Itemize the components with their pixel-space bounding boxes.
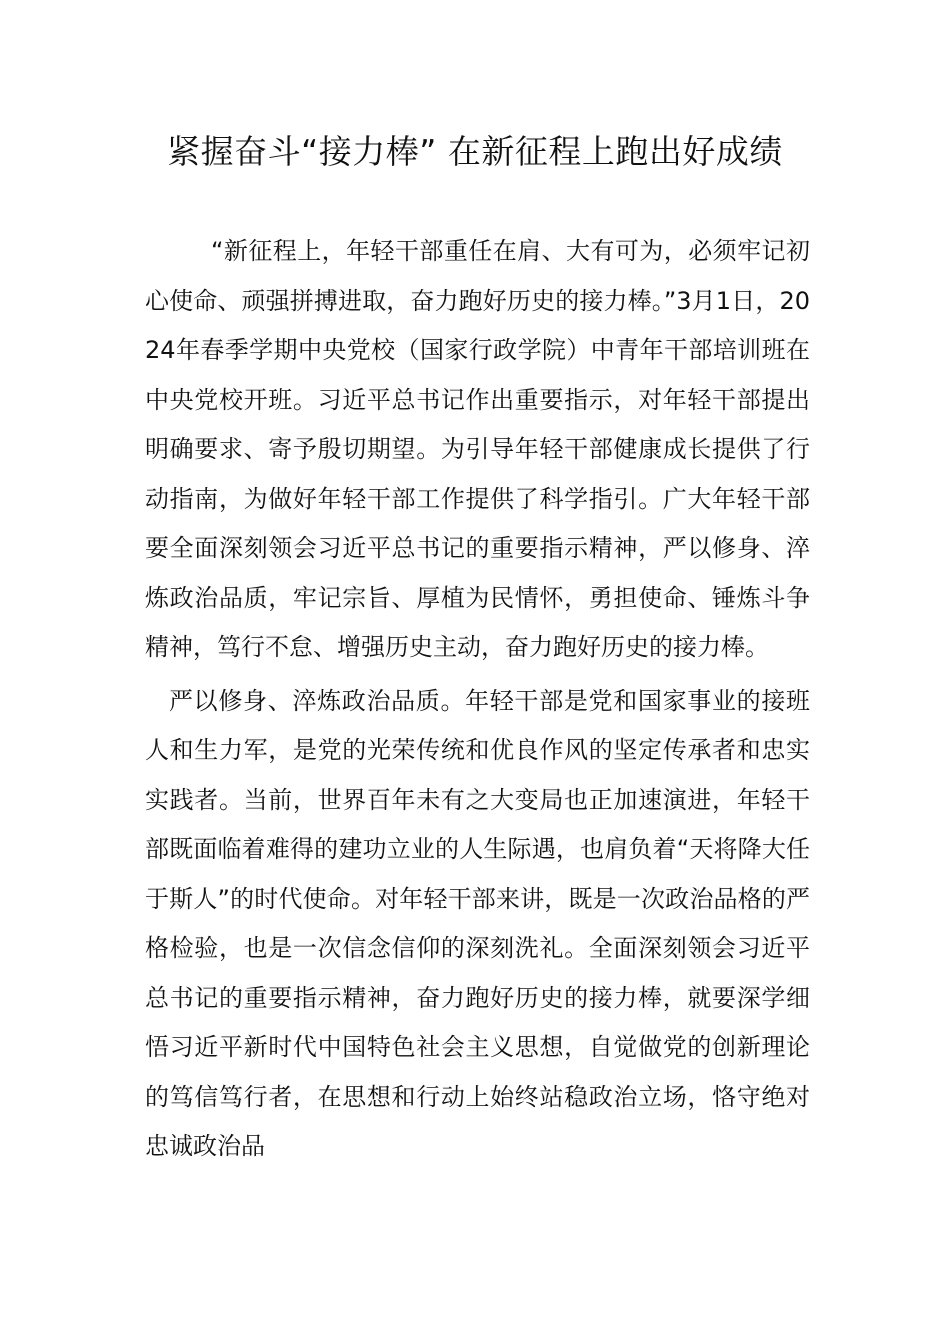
paragraph-political-quality: 严以修身、淬炼政治品质。年轻干部是党和国家事业的接班人和生力军，是党的光荣传统和优良作风的坚定传承者和忠实实践者。当前，世界百年未有之大变局也正加速演进，年轻干部既面临着难得的建功立业的人生际遇，也肩负着“天将降大任于斯人”的时代使命。对年轻干部来讲，既是一次政治品格的严格检验，也是一次信念信仰的深刻洗礼。全面深刻领会习近平总书记的重要指示精神，奋力跑好历史的接力棒，就要深学细悟习近平新时代中国特色社会主义思想，自觉做党的创新理论的笃信笃行者，在思想和行动上始终站稳政治立场，恪守绝对忠诚政治品 (145, 686, 810, 1160)
document-body (145, 227, 810, 1172)
paragraph-intro: “新征程上，年轻干部重任在肩、大有可为，必须牢记初心使命、顽强拼搏进取，奋力跑好历史的接力棒。”3月1日，2024年春季学期中央党校（国家行政学院）中青年干部培训班在中央党校开班。习近平总书记作出重要指示，对年轻干部提出明确要求、寄予殷切期望。为引导年轻干部健康成长提供了行动指南，为做好年轻干部工作提供了科学指引。广大年轻干部要全面深刻领会习近平总书记的重要指示精神，严以修身、淬炼政治品质，牢记宗旨、厚植为民情怀，勇担使命、锤炼斗争精神，笃行不怠、增强历史主动，奋力跑好历史的接力棒。 (145, 237, 810, 661)
document-title: 紧握奋斗“接力棒” 在新征程上跑出好成绩 (167, 132, 783, 171)
